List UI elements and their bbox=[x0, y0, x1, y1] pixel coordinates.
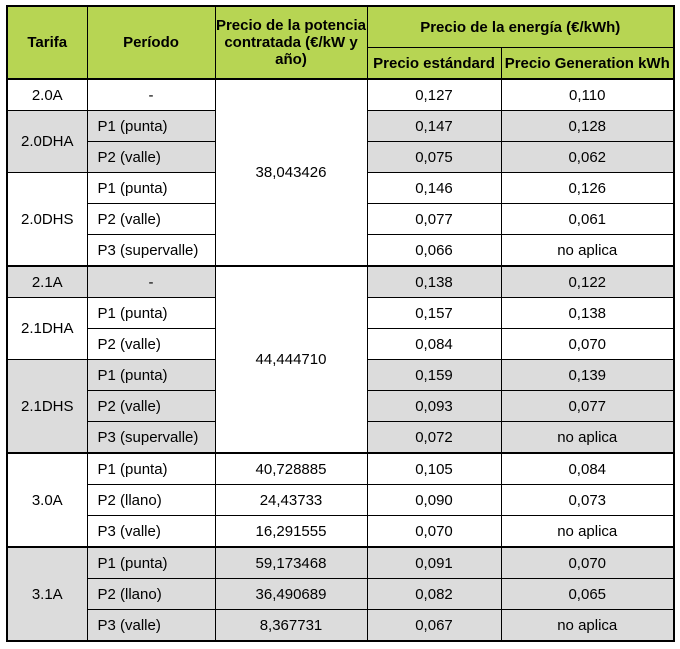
standard-price-cell: 0,084 bbox=[367, 329, 501, 360]
generation-price-cell: 0,077 bbox=[501, 391, 674, 422]
table-row bbox=[7, 485, 674, 516]
standard-price-cell: 0,077 bbox=[367, 204, 501, 235]
table-row bbox=[7, 579, 674, 610]
power-price-cell: 36,490689 bbox=[215, 579, 367, 610]
tariff-cell: 2.1A bbox=[7, 266, 87, 298]
generation-price-cell: 0,139 bbox=[501, 360, 674, 391]
standard-price-cell: 0,072 bbox=[367, 422, 501, 454]
standard-price-cell: 0,127 bbox=[367, 79, 501, 111]
standard-price-cell: 0,093 bbox=[367, 391, 501, 422]
tariff-price-table bbox=[6, 5, 675, 642]
period-cell: P1 (punta) bbox=[87, 360, 215, 391]
standard-price-cell: 0,075 bbox=[367, 142, 501, 173]
standard-price-cell: 0,157 bbox=[367, 298, 501, 329]
period-cell: P1 (punta) bbox=[87, 111, 215, 142]
period-cell: P1 (punta) bbox=[87, 547, 215, 579]
table-row bbox=[7, 266, 674, 298]
tariff-cell: 2.0DHS bbox=[7, 173, 87, 267]
tariff-cell: 2.1DHA bbox=[7, 298, 87, 360]
power-price-cell: 24,43733 bbox=[215, 485, 367, 516]
period-cell: P3 (valle) bbox=[87, 610, 215, 642]
generation-price-cell: 0,122 bbox=[501, 266, 674, 298]
standard-price-cell: 0,067 bbox=[367, 610, 501, 642]
power-price-cell: 16,291555 bbox=[215, 516, 367, 548]
generation-price-cell: 0,138 bbox=[501, 298, 674, 329]
generation-price-cell: 0,070 bbox=[501, 329, 674, 360]
generation-price-cell: 0,065 bbox=[501, 579, 674, 610]
generation-price-cell: 0,110 bbox=[501, 79, 674, 111]
period-cell: P2 (llano) bbox=[87, 579, 215, 610]
generation-price-cell: 0,070 bbox=[501, 547, 674, 579]
period-cell: P2 (valle) bbox=[87, 142, 215, 173]
standard-price-cell: 0,147 bbox=[367, 111, 501, 142]
power-price-cell: 40,728885 bbox=[215, 453, 367, 485]
generation-price-cell: 0,073 bbox=[501, 485, 674, 516]
generation-price-cell: 0,128 bbox=[501, 111, 674, 142]
standard-price-cell: 0,159 bbox=[367, 360, 501, 391]
generation-price-cell: no aplica bbox=[501, 235, 674, 267]
tariff-cell: 2.0DHA bbox=[7, 111, 87, 173]
period-cell: P2 (valle) bbox=[87, 391, 215, 422]
power-price-cell: 59,173468 bbox=[215, 547, 367, 579]
period-cell: P3 (supervalle) bbox=[87, 422, 215, 454]
header-tariff: Tarifa bbox=[7, 6, 87, 79]
table-row bbox=[7, 610, 674, 642]
period-cell: P1 (punta) bbox=[87, 298, 215, 329]
standard-price-cell: 0,138 bbox=[367, 266, 501, 298]
tariff-cell: 3.1A bbox=[7, 547, 87, 641]
tariff-cell: 2.1DHS bbox=[7, 360, 87, 454]
period-cell: P2 (llano) bbox=[87, 485, 215, 516]
header-power-price: Precio de la potencia contratada (€/kW y año) bbox=[215, 6, 367, 79]
period-cell: - bbox=[87, 266, 215, 298]
table-row bbox=[7, 547, 674, 579]
header-generation-price: Precio Generation kWh bbox=[501, 48, 674, 80]
tariff-cell: 2.0A bbox=[7, 79, 87, 111]
generation-price-cell: 0,061 bbox=[501, 204, 674, 235]
period-cell: P1 (punta) bbox=[87, 453, 215, 485]
standard-price-cell: 0,070 bbox=[367, 516, 501, 548]
standard-price-cell: 0,090 bbox=[367, 485, 501, 516]
period-cell: P3 (supervalle) bbox=[87, 235, 215, 267]
generation-price-cell: no aplica bbox=[501, 422, 674, 454]
power-price-cell: 38,043426 bbox=[215, 79, 367, 266]
standard-price-cell: 0,066 bbox=[367, 235, 501, 267]
header-period: Período bbox=[87, 6, 215, 79]
period-cell: P2 (valle) bbox=[87, 204, 215, 235]
power-price-cell: 44,444710 bbox=[215, 266, 367, 453]
standard-price-cell: 0,105 bbox=[367, 453, 501, 485]
header-energy-price: Precio de la energía (€/kWh) bbox=[367, 6, 674, 48]
generation-price-cell: no aplica bbox=[501, 516, 674, 548]
period-cell: - bbox=[87, 79, 215, 111]
tariff-cell: 3.0A bbox=[7, 453, 87, 547]
table-row bbox=[7, 516, 674, 548]
standard-price-cell: 0,082 bbox=[367, 579, 501, 610]
generation-price-cell: 0,084 bbox=[501, 453, 674, 485]
table-row bbox=[7, 79, 674, 111]
period-cell: P1 (punta) bbox=[87, 173, 215, 204]
generation-price-cell: 0,062 bbox=[501, 142, 674, 173]
table-row bbox=[7, 453, 674, 485]
generation-price-cell: 0,126 bbox=[501, 173, 674, 204]
standard-price-cell: 0,146 bbox=[367, 173, 501, 204]
power-price-cell: 8,367731 bbox=[215, 610, 367, 642]
standard-price-cell: 0,091 bbox=[367, 547, 501, 579]
generation-price-cell: no aplica bbox=[501, 610, 674, 642]
period-cell: P2 (valle) bbox=[87, 329, 215, 360]
period-cell: P3 (valle) bbox=[87, 516, 215, 548]
header-standard-price: Precio estándard bbox=[367, 48, 501, 80]
